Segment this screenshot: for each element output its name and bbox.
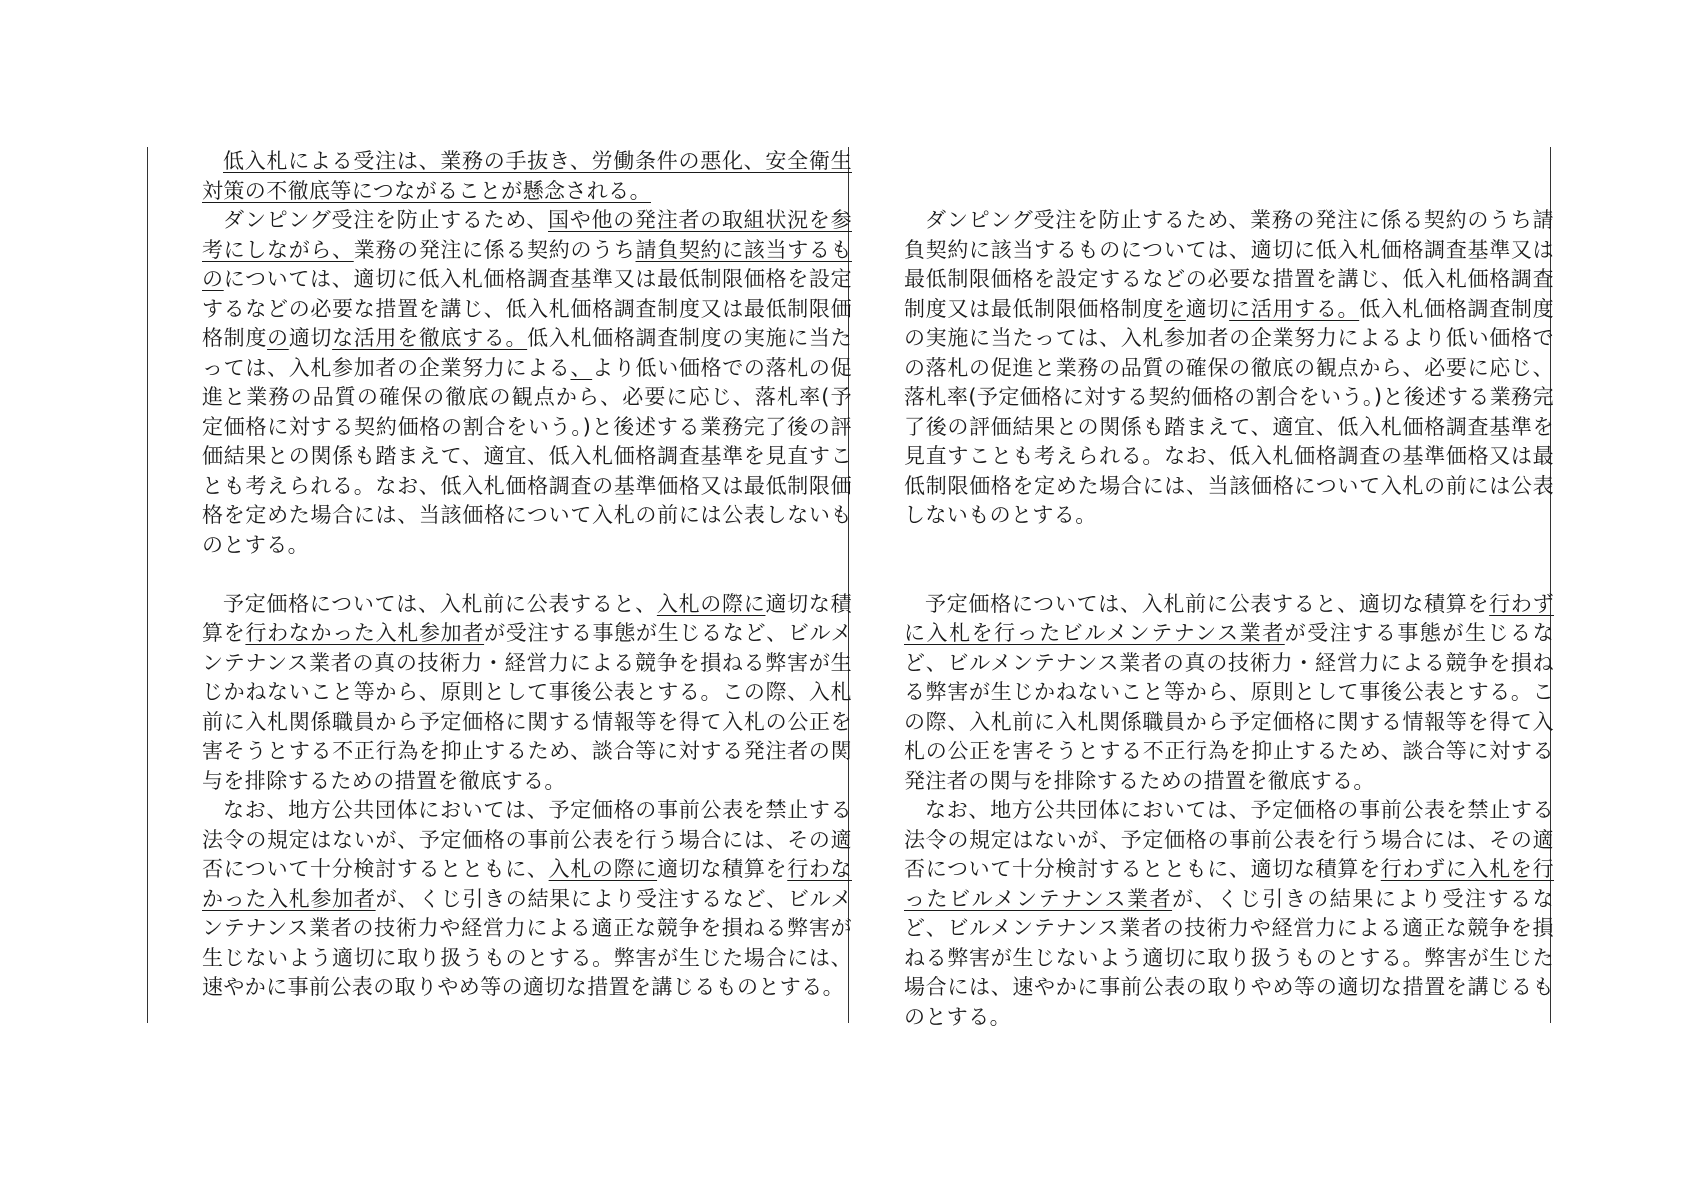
- text-segment: が、くじ引きの結果により受注するなど、ビルメンテナンス業者の技術力や経営力による適正な競争を損ねる弊害が生じないよう適切に取り扱うものとする。弊害が生じた場合には、速やかに事前公表の取りやめ等の適切な措置を講じるものとする。: [904, 886, 1554, 1029]
- underlined-text-segment: 請負契約に該当するもの: [202, 237, 852, 291]
- text-segment: 低入札価格調査制度の実施に当たっては、入札参加者の企業努力による: [202, 326, 853, 380]
- text-segment: 適切: [1185, 296, 1230, 321]
- text-segment: 予定価格については、入札前に公表すると、: [223, 591, 657, 616]
- underlined-text-segment: 入札の際に: [656, 591, 766, 616]
- left-paragraph-estimated-price: [202, 590, 852, 797]
- text-segment: 予定価格については、入札前に公表すると、適切な積算を: [925, 591, 1490, 616]
- text-segment: が受注する事態が生じるなど、ビルメンテナンス業者の真の技術力・経営力による競争を損ねる弊害が生じかねないこと等から、原則として事後公表とする。この際、入札前に入札関係職員から予定価格に関する情報等を得て入札の公正を害そうとする不正行為を抑止するため、談合等に対する発注者の関与を排除するための措置を徹底する。: [904, 621, 1554, 793]
- right-column-current-text: [904, 206, 1554, 1032]
- underlined-text-segment: の: [267, 326, 289, 350]
- left-column-revised-text: [202, 147, 852, 1003]
- table-rule-left: [147, 147, 148, 1023]
- underlined-text-segment: 、: [570, 355, 593, 380]
- paragraph-gap: [202, 560, 852, 590]
- text-segment: ダンピング受注を防止するため、: [223, 208, 549, 232]
- underlined-text-segment: 行わずに入札を行ったビルメンテナンス業者: [904, 857, 1554, 911]
- underlined-text-segment: に活用する。: [1229, 296, 1360, 321]
- text-segment: 適切な積算を: [202, 591, 852, 645]
- right-paragraph-local-government: [904, 796, 1554, 1032]
- underlined-text-segment: 行わなかった入札参加者: [245, 621, 485, 645]
- paragraph-gap: [904, 560, 1554, 590]
- text-segment: については、適切に低入札価格調査基準又は最低制限価格を設定するなどの必要な措置を講じ、低入札価格調査制度又は最低制限価格制度: [202, 267, 852, 350]
- left-paragraph-local-government: [202, 796, 852, 1003]
- text-segment: 適切: [288, 326, 333, 350]
- underlined-text-segment: 行わなかった入札参加者: [202, 857, 852, 911]
- paragraph-gap: [904, 531, 1554, 561]
- text-segment: 低入札価格調査制度の実施に当たっては、入札参加者の企業努力によるより低い価格での落札の促進と業務の品質の確保の徹底の観点から、必要に応じ、落札率(予定価格に対する契約価格の割合をいう。)と後述する業務完了後の評価結果との関係も踏まえて、適宜、低入札価格調査基準を見直すことも考えられる。なお、低入札価格調査の基準価格又は最低制限価格を定めた場合には、当該価格について入札の前には公表しないものとする。: [904, 296, 1554, 527]
- underlined-text-segment: 国や他の発注者の取組状況を参考にしながら、: [202, 208, 852, 262]
- text-segment: 適切な積算を: [657, 857, 788, 881]
- left-paragraph-low-bid-concern: [202, 147, 852, 206]
- text-segment: が受注する事態が生じるなど、ビルメンテナンス業者の真の技術力・経営力による競争を損ねる弊害が生じかねないこと等から、原則として事後公表とする。この際、入札前に入札関係職員から予定価格に関する情報等を得て入札の公正を害そうとする不正行為を抑止するため、談合等に対する発注者の関与を排除するための措置を徹底する。: [202, 621, 852, 793]
- underlined-text-segment: 行わずに入札を行ったビルメンテナンス業者: [904, 591, 1555, 645]
- text-segment: なお、地方公共団体においては、予定価格の事前公表を禁止する法令の規定はないが、予定価格の事前公表を行う場合には、その適否について十分検討するとともに、適切な積算を: [904, 798, 1554, 881]
- text-segment: 業務の発注に係る契約のうち: [353, 237, 636, 262]
- left-paragraph-dumping-prevention: [202, 206, 852, 560]
- right-paragraph-dumping-prevention: [904, 206, 1554, 531]
- underlined-text-segment: 入札の際に: [548, 857, 658, 881]
- right-paragraph-estimated-price: [904, 590, 1554, 797]
- text-segment: ダンピング受注を防止するため、業務の発注に係る契約のうち請負契約に該当するものについては、適切に低入札価格調査基準又は最低制限価格を設定するなどの必要な措置を講じ、低入札価格調査制度又は最低制限価格制度: [904, 208, 1554, 321]
- text-segment: が、くじ引きの結果により受注するなど、ビルメンテナンス業者の技術力や経営力による適正な競争を損ねる弊害が生じないよう適切に取り扱うものとする。弊害が生じた場合には、速やかに事前公表の取りやめ等の適切な措置を講じるものとする。: [202, 886, 853, 999]
- underlined-text-segment: 低入札による受注は、業務の手抜き、労働条件の悪化、安全衛生対策の不徹底等につながることが懸念される。: [202, 149, 852, 203]
- underlined-text-segment: な活用を徹底する。: [332, 326, 528, 350]
- text-segment: より低い価格での落札の促進と業務の品質の確保の徹底の観点から、必要に応じ、落札率(予定価格に対する契約価格の割合をいう。)と後述する業務完了後の評価結果との関係も踏まえて、適宜、低入札価格調査基準を見直すことも考えられる。なお、低入札価格調査の基準価格又は最低制限価格を定めた場合には、当該価格について入札の前には公表しないものとする。: [202, 355, 852, 557]
- underlined-text-segment: を: [1164, 296, 1186, 321]
- text-segment: なお、地方公共団体においては、予定価格の事前公表を禁止する法令の規定はないが、予定価格の事前公表を行う場合には、その適否について十分検討するとともに、: [202, 798, 852, 881]
